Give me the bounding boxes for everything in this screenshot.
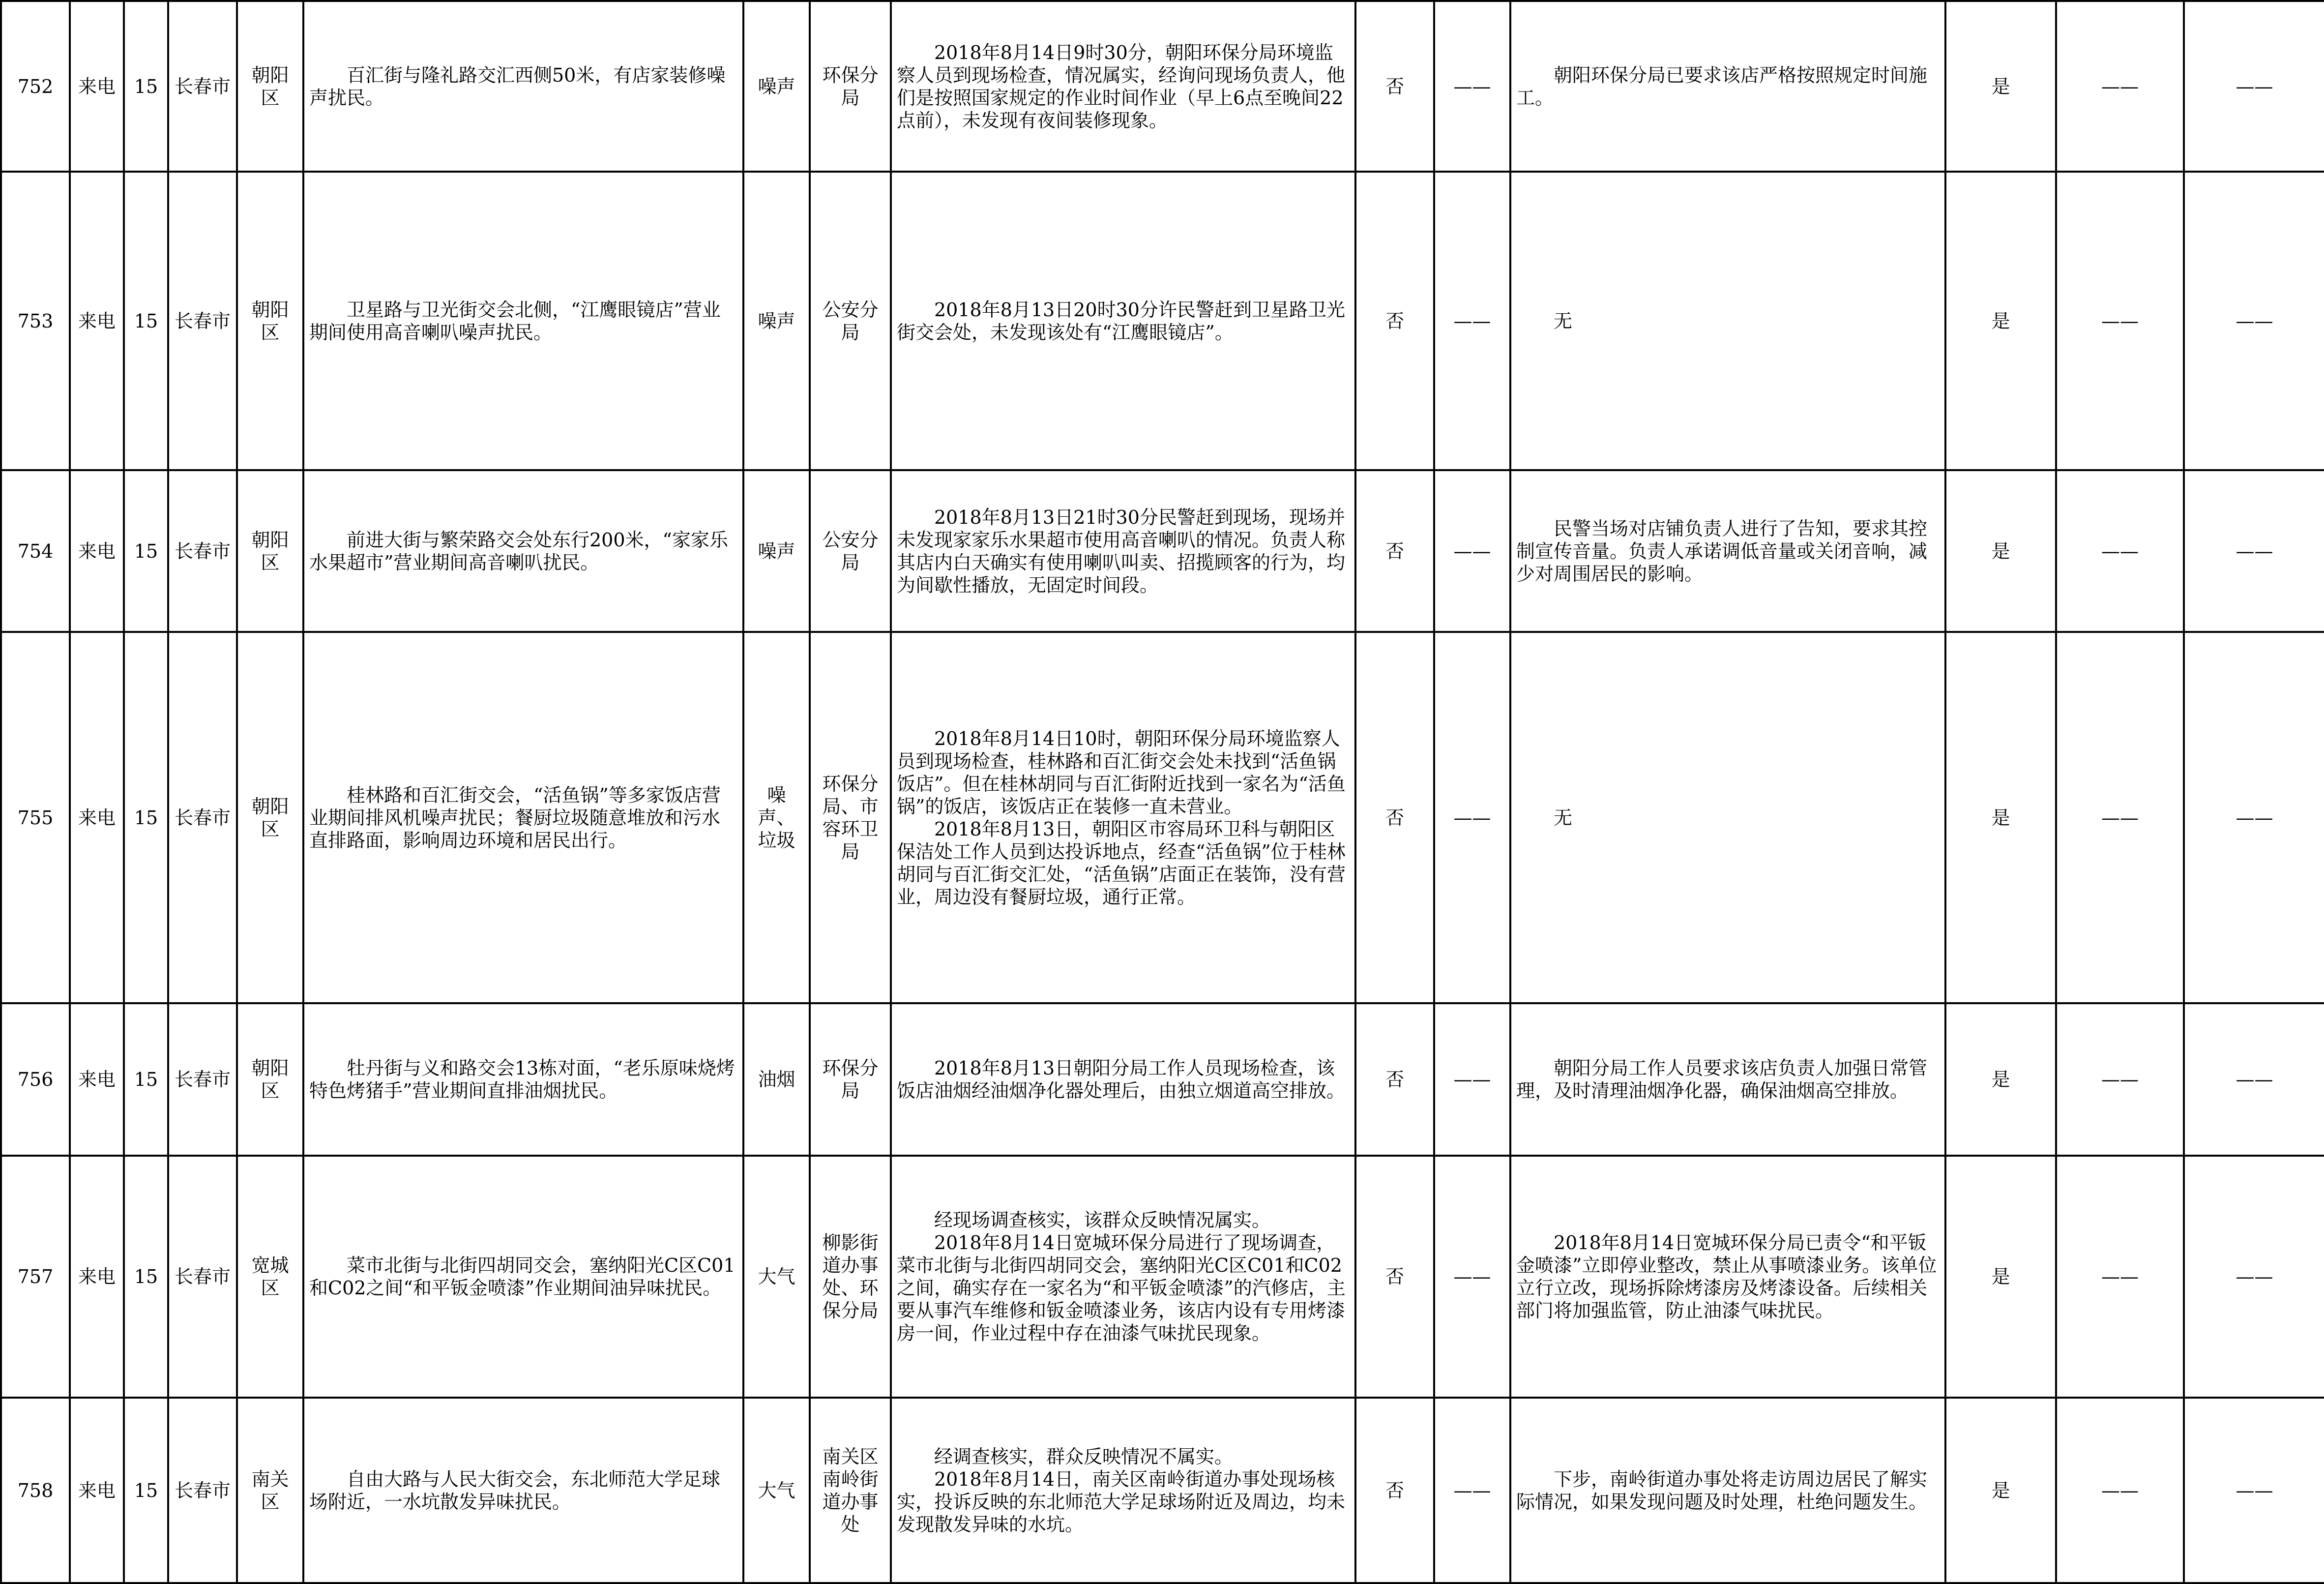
cell-pollution-type: 噪声、垃圾 <box>743 632 810 1003</box>
cell-city: 长春市 <box>168 632 237 1003</box>
cell-verified: 否 <box>1355 1398 1434 1583</box>
cell-investigation-result <box>891 632 1355 1003</box>
cell-responsible-dept: 公安分局 <box>810 470 891 632</box>
cell-accountability: —— <box>2056 1003 2184 1156</box>
cell-accountability: —— <box>2056 172 2184 470</box>
cell-closed: 是 <box>1945 470 2056 632</box>
cell-closed: 是 <box>1945 1003 2056 1156</box>
cell-rectification-text: 民警当场对店铺负责人进行了告知，要求其控制宣传音量。负责人承诺调低音量或关闭音响，减少对周围居民的影响。 <box>1516 517 1928 585</box>
cell-investigation-result <box>891 1003 1355 1156</box>
cell-channel: 来电 <box>70 172 124 470</box>
cell-district: 朝阳区 <box>237 470 303 632</box>
cell-complaint-content-text: 桂林路和百汇街交会，“活鱼锅”等多家饭店营业期间排风机噪声扰民；餐厨垃圾随意堆放和污水直排路面，影响周边环境和居民出行。 <box>309 784 721 851</box>
cell-closed: 是 <box>1945 1 2056 172</box>
cell-district: 朝阳区 <box>237 1003 303 1156</box>
cell-rectification-text: 朝阳环保分局已要求该店严格按照规定时间施工。 <box>1516 64 1928 109</box>
cell-number: 756 <box>1 1003 70 1156</box>
cell-number: 752 <box>1 1 70 172</box>
cell-responsible-dept: 柳影街道办事处、环保分局 <box>810 1156 891 1398</box>
cell-accountability: —— <box>2056 632 2184 1003</box>
cell-closed: 是 <box>1945 632 2056 1003</box>
cell-city: 长春市 <box>168 1 237 172</box>
cell-channel: 来电 <box>70 1398 124 1583</box>
cell-number: 755 <box>1 632 70 1003</box>
cell-rectification-text: 朝阳分局工作人员要求该店负责人加强日常管理，及时清理油烟净化器，确保油烟高空排放。 <box>1516 1057 1928 1102</box>
cell-rectification <box>1510 1156 1945 1398</box>
cell-penalty: —— <box>1434 632 1510 1003</box>
cell-batch: 15 <box>124 632 168 1003</box>
cell-complaint-content <box>303 1003 743 1156</box>
cell-verified: 否 <box>1355 1156 1434 1398</box>
cell-channel: 来电 <box>70 632 124 1003</box>
cell-district: 朝阳区 <box>237 632 303 1003</box>
cell-complaint-content <box>303 1398 743 1583</box>
cell-rectification <box>1510 1 1945 172</box>
cell-remarks: —— <box>2184 470 2324 632</box>
cell-remarks: —— <box>2184 1398 2324 1583</box>
table-row <box>1 1398 2324 1583</box>
cell-complaint-content <box>303 1 743 172</box>
cell-penalty: —— <box>1434 172 1510 470</box>
cell-verified: 否 <box>1355 470 1434 632</box>
cell-number: 753 <box>1 172 70 470</box>
cell-penalty: —— <box>1434 470 1510 632</box>
table-row <box>1 1 2324 172</box>
cell-verified: 否 <box>1355 1 1434 172</box>
cell-channel: 来电 <box>70 1003 124 1156</box>
cell-batch: 15 <box>124 1156 168 1398</box>
cell-city: 长春市 <box>168 172 237 470</box>
cell-verified: 否 <box>1355 172 1434 470</box>
cell-remarks: —— <box>2184 1156 2324 1398</box>
cell-complaint-content-text: 百汇街与隆礼路交汇西侧50米，有店家装修噪声扰民。 <box>309 64 726 109</box>
cell-number: 754 <box>1 470 70 632</box>
result-paragraph: 2018年8月14日宽城环保分局进行了现场调查，菜市北街与北街四胡同交会，塞纳阳光C区C01和C02之间，确实存在一家名为“和平钣金喷漆”的汽修店，主要从事汽车维修和钣金喷漆业务，该店内设有专用烤漆房一间，作业过程中存在油漆气味扰民现象。 <box>897 1232 1346 1344</box>
cell-number: 757 <box>1 1156 70 1398</box>
cell-responsible-dept: 南关区南岭街道办事处 <box>810 1398 891 1583</box>
result-paragraph: 2018年8月13日20时30分许民警赶到卫星路卫光街交会处，未发现该处有“江鹰眼镜店”。 <box>897 299 1345 343</box>
cell-responsible-dept: 公安分局 <box>810 172 891 470</box>
cell-city: 长春市 <box>168 1398 237 1583</box>
cell-investigation-result <box>891 172 1355 470</box>
cell-investigation-result <box>891 1398 1355 1583</box>
cell-district: 朝阳区 <box>237 172 303 470</box>
cell-complaint-content-text: 自由大路与人民大街交会，东北师范大学足球场附近，一水坑散发异味扰民。 <box>309 1468 721 1513</box>
cell-responsible-dept: 环保分局 <box>810 1003 891 1156</box>
cell-verified: 否 <box>1355 1003 1434 1156</box>
table-row <box>1 1003 2324 1156</box>
result-paragraph: 经现场调查核实，该群众反映情况属实。 <box>934 1209 1271 1231</box>
cell-remarks: —— <box>2184 1003 2324 1156</box>
cell-city: 长春市 <box>168 1003 237 1156</box>
cell-pollution-type: 大气 <box>743 1398 810 1583</box>
cell-district: 宽城区 <box>237 1156 303 1398</box>
cell-complaint-content <box>303 172 743 470</box>
cell-closed: 是 <box>1945 172 2056 470</box>
cell-accountability: —— <box>2056 1 2184 172</box>
cell-batch: 15 <box>124 1 168 172</box>
cell-responsible-dept: 环保分局 <box>810 1 891 172</box>
cell-number: 758 <box>1 1398 70 1583</box>
cell-rectification-text: 无 <box>1554 310 1573 332</box>
cell-complaint-content-text: 牡丹街与义和路交会13栋对面，“老乐原味烧烤特色烤猪手”营业期间直排油烟扰民。 <box>309 1057 735 1102</box>
cell-accountability: —— <box>2056 1398 2184 1583</box>
table-row <box>1 632 2324 1003</box>
result-paragraph: 2018年8月13日21时30分民警赶到现场，现场并未发现家家乐水果超市使用高音喇叭的情况。负责人称其店内白天确实有使用喇叭叫卖、招揽顾客的行为，均为间歇性播放，无固定时间段。 <box>897 506 1346 596</box>
cell-responsible-dept: 环保分局、市容环卫局 <box>810 632 891 1003</box>
cell-rectification <box>1510 632 1945 1003</box>
cell-city: 长春市 <box>168 1156 237 1398</box>
result-paragraph: 2018年8月13日，朝阳区市容局环卫科与朝阳区保洁处工作人员到达投诉地点，经查“活鱼锅”位于桂林胡同与百汇街交汇处，“活鱼锅”店面正在装饰，没有营业，周边没有餐厨垃圾，通行正常。 <box>897 818 1346 908</box>
cell-remarks: —— <box>2184 1 2324 172</box>
cell-complaint-content-text: 前进大街与繁荣路交会处东行200米，“家家乐水果超市”营业期间高音喇叭扰民。 <box>309 529 728 573</box>
cell-penalty: —— <box>1434 1003 1510 1156</box>
cell-penalty: —— <box>1434 1 1510 172</box>
cell-remarks: —— <box>2184 632 2324 1003</box>
cell-district: 朝阳区 <box>237 1 303 172</box>
table-row <box>1 1156 2324 1398</box>
cell-closed: 是 <box>1945 1156 2056 1398</box>
cell-complaint-content-text: 菜市北街与北街四胡同交会，塞纳阳光C区C01和C02之间“和平钣金喷漆”作业期间油异味扰民。 <box>309 1255 735 1299</box>
cell-rectification <box>1510 172 1945 470</box>
cell-channel: 来电 <box>70 1156 124 1398</box>
cell-batch: 15 <box>124 172 168 470</box>
cell-rectification-text: 下步，南岭街道办事处将走访周边居民了解实际情况，如果发现问题及时处理，杜绝问题发生。 <box>1516 1468 1928 1513</box>
result-paragraph: 2018年8月14日，南关区南岭街道办事处现场核实，投诉反映的东北师范大学足球场附近及周边，均未发现散发异味的水坑。 <box>897 1468 1346 1535</box>
cell-city: 长春市 <box>168 470 237 632</box>
cell-channel: 来电 <box>70 470 124 632</box>
cell-rectification <box>1510 1003 1945 1156</box>
cell-channel: 来电 <box>70 1 124 172</box>
cell-accountability: —— <box>2056 1156 2184 1398</box>
cell-pollution-type: 大气 <box>743 1156 810 1398</box>
cell-batch: 15 <box>124 470 168 632</box>
cell-penalty: —— <box>1434 1156 1510 1398</box>
cell-batch: 15 <box>124 1003 168 1156</box>
cell-penalty: —— <box>1434 1398 1510 1583</box>
result-paragraph: 2018年8月14日10时，朝阳环保分局环境监察人员到现场检查，桂林路和百汇街交会处未找到“活鱼锅饭店”。但在桂林胡同与百汇街附近找到一家名为“活鱼锅”的饭店，该饭店正在装修一直未营业。 <box>897 727 1346 817</box>
cell-pollution-type: 噪声 <box>743 470 810 632</box>
table-row <box>1 172 2324 470</box>
cell-accountability: —— <box>2056 470 2184 632</box>
cell-complaint-content <box>303 1156 743 1398</box>
cell-rectification-text: 2018年8月14日宽城环保分局已责令“和平钣金喷漆”立即停业整改，禁止从事喷漆业务。该单位立行立改，现场拆除烤漆房及烤漆设备。后续相关部门将加强监管，防止油漆气味扰民。 <box>1516 1232 1937 1321</box>
table-row <box>1 470 2324 632</box>
cell-batch: 15 <box>124 1398 168 1583</box>
cell-rectification-text: 无 <box>1554 807 1573 829</box>
cell-complaint-content <box>303 632 743 1003</box>
cell-investigation-result <box>891 470 1355 632</box>
cell-complaint-content <box>303 470 743 632</box>
cell-investigation-result <box>891 1156 1355 1398</box>
cell-pollution-type: 噪声 <box>743 1 810 172</box>
cell-verified: 否 <box>1355 632 1434 1003</box>
result-paragraph: 2018年8月13日朝阳分局工作人员现场检查，该饭店油烟经油烟净化器处理后，由独立烟道高空排放。 <box>897 1057 1346 1102</box>
cell-rectification <box>1510 470 1945 632</box>
cell-closed: 是 <box>1945 1398 2056 1583</box>
result-paragraph: 经调查核实，群众反映情况不属实。 <box>934 1445 1234 1467</box>
cell-investigation-result <box>891 1 1355 172</box>
cell-remarks: —— <box>2184 172 2324 470</box>
cell-rectification <box>1510 1398 1945 1583</box>
cell-pollution-type: 油烟 <box>743 1003 810 1156</box>
cell-pollution-type: 噪声 <box>743 172 810 470</box>
cell-district: 南关区 <box>237 1398 303 1583</box>
result-paragraph: 2018年8月14日9时30分，朝阳环保分局环境监察人员到现场检查，情况属实，经询问现场负责人，他们是按照国家规定的作业时间作业（早上6点至晚间22点前），未发现有夜间装修现象。 <box>897 41 1346 131</box>
cell-complaint-content-text: 卫星路与卫光街交会北侧，“江鹰眼镜店”营业期间使用高音喇叭噪声扰民。 <box>309 299 721 343</box>
